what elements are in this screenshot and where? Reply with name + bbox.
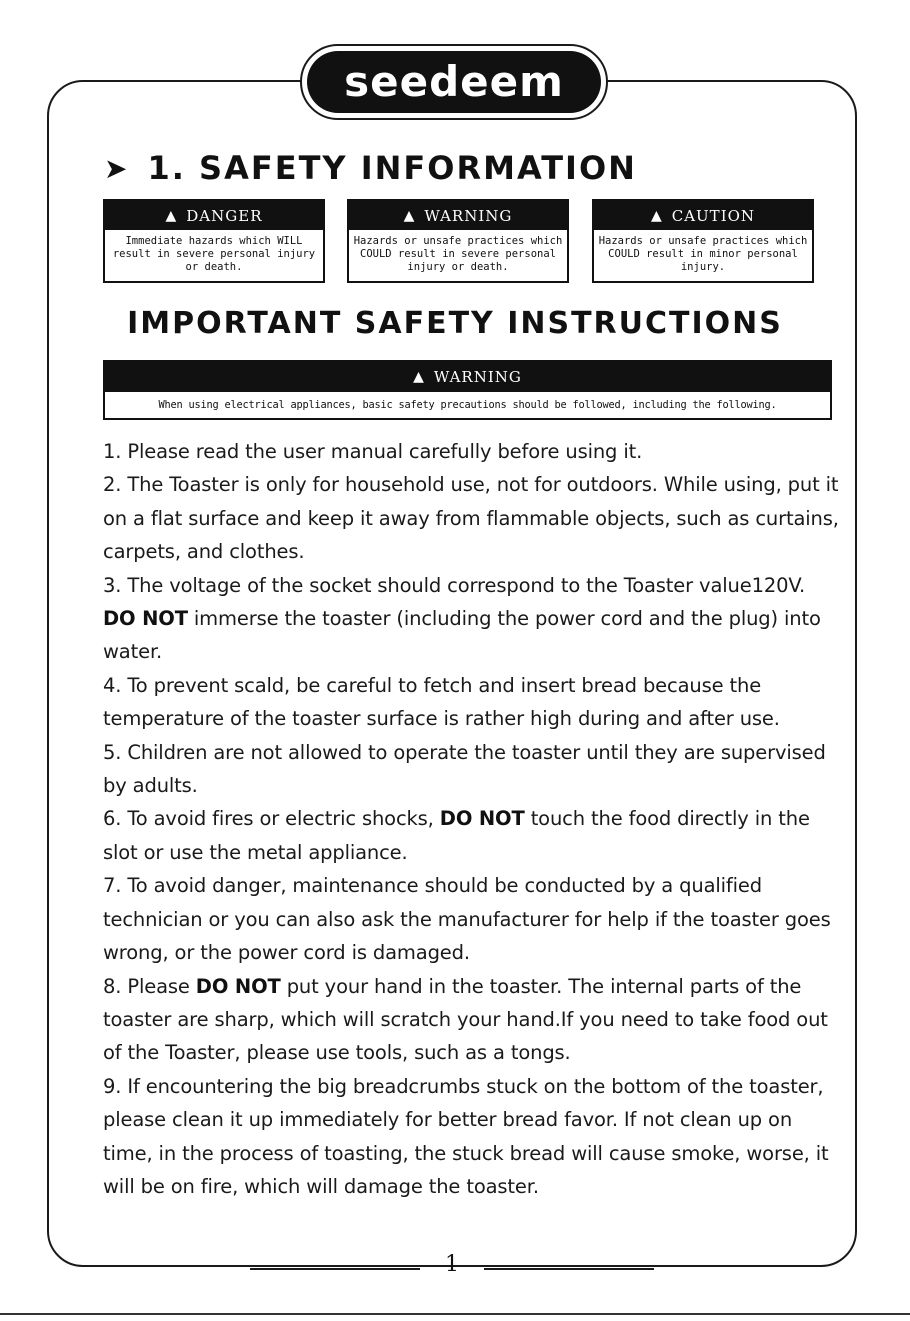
instruction-item <box>103 1070 843 1204</box>
warning-banner-text: When using electrical appliances, basic safety precautions should be followed, including the following. <box>158 399 777 411</box>
instruction-text: touch the food directly in the slot or use the metal appliance. <box>103 807 810 864</box>
instruction-text: 7. To avoid danger, maintenance should be conducted by a qualified technician or you can also ask the manufacturer for help if the toaster goes wrong, or the power cord is damaged. <box>103 874 831 965</box>
hazard-label: DANGER <box>186 206 263 225</box>
instruction-text: 8. Please <box>103 974 196 998</box>
arrow-right-icon: ➤ <box>104 151 128 185</box>
warning-triangle-icon: ▲ <box>403 207 416 224</box>
instruction-item <box>103 802 843 869</box>
hazard-description: Hazards or unsafe practices which COULD result in minor personal injury. <box>598 235 808 273</box>
warning-triangle-icon: ▲ <box>165 207 178 224</box>
instruction-item <box>103 468 843 568</box>
warning-banner <box>103 360 832 420</box>
instruction-item <box>103 736 843 803</box>
page-number: 1 <box>445 1252 459 1277</box>
section-title: 1. SAFETY INFORMATION <box>147 149 637 187</box>
instruction-item <box>103 435 843 468</box>
instruction-item <box>103 970 843 1070</box>
hazard-label: WARNING <box>424 206 513 225</box>
footer-rule-left <box>250 1268 420 1270</box>
instruction-text: 2. The Toaster is only for household use, not for outdoors. While using, put it on a flat surface and keep it away from flammable objects, such as curtains, carpets, and clothes. <box>103 473 839 564</box>
page-bottom-rule <box>0 1313 910 1315</box>
hazard-box-danger <box>103 199 325 283</box>
warning-triangle-icon: ▲ <box>413 369 425 385</box>
brand-logo-text: seedeem <box>344 57 564 106</box>
instruction-text: put your hand in the toaster. The internal parts of the toaster are sharp, which will scratch your hand.If you need to take food out of the Toaster, please use tools, such as a tongs. <box>103 974 828 1065</box>
instruction-item <box>103 669 843 736</box>
hazard-description: Immediate hazards which WILL result in severe personal injury or death. <box>112 235 316 273</box>
section-heading <box>104 146 637 190</box>
hazard-description: Hazards or unsafe practices which COULD result in severe personal injury or death. <box>353 235 563 273</box>
hazard-box-warning <box>347 199 569 283</box>
warning-banner-header <box>105 362 830 392</box>
footer-rule-right <box>484 1268 654 1270</box>
instruction-text: 5. Children are not allowed to operate the toaster until they are supervised by adults. <box>103 740 826 798</box>
brand-logo-badge <box>307 51 601 113</box>
instruction-item <box>103 569 843 669</box>
warning-banner-label: WARNING <box>433 368 522 386</box>
emphasis-text: DO NOT <box>439 807 525 831</box>
brand-logo <box>300 44 608 120</box>
important-safety-title: IMPORTANT SAFETY INSTRUCTIONS <box>127 306 783 341</box>
hazard-label: CAUTION <box>671 206 756 225</box>
instruction-item <box>103 869 843 969</box>
warning-triangle-icon: ▲ <box>650 207 663 224</box>
instruction-text: 4. To prevent scald, be careful to fetch and insert bread because the temperature of the toaster surface is rather high during and after use. <box>103 673 780 731</box>
instruction-list <box>103 435 843 1203</box>
emphasis-text: DO NOT <box>103 607 188 631</box>
hazard-header <box>594 201 812 230</box>
instruction-text: 9. If encountering the big breadcrumbs stuck on the bottom of the toaster, please clean it up immediately for better bread favor. If not clean up on time, in the process of toasting, the stuck bread will cause smoke, worse, it will be on fire, which will damage the toaster. <box>103 1074 829 1198</box>
instruction-text: 6. To avoid fires or electric shocks, <box>103 807 440 831</box>
instruction-text: 3. The voltage of the socket should correspond to the Toaster value120V. <box>103 573 806 597</box>
instruction-text: immerse the toaster (including the power cord and the plug) into water. <box>103 607 821 664</box>
hazard-header <box>349 201 567 230</box>
hazard-box-caution <box>592 199 814 283</box>
emphasis-text: DO NOT <box>195 974 281 998</box>
hazard-header <box>105 201 323 230</box>
instruction-text: 1. Please read the user manual carefully before using it. <box>103 440 643 463</box>
